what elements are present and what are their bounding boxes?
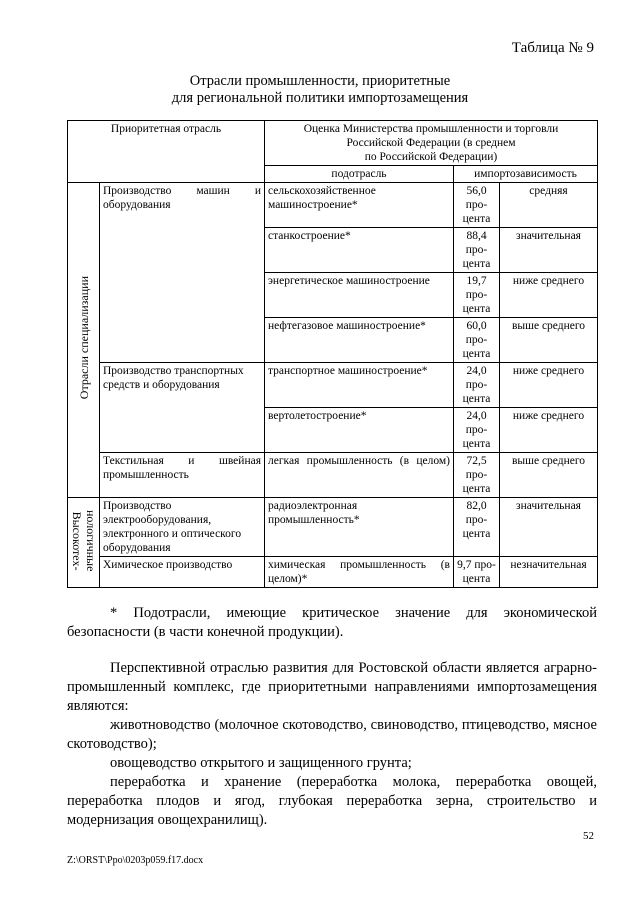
level-cell: ниже среднего xyxy=(500,363,598,408)
group-hightech-line2: нологичные xyxy=(83,509,98,572)
header-ministry-assessment xyxy=(265,121,598,166)
percent-cell: 88,4 про- цента xyxy=(454,228,500,273)
subsector-cell: вертолетостроение* xyxy=(265,408,454,453)
industry-cell: Текстильная и швейная промышленность xyxy=(100,453,265,498)
page-number: 52 xyxy=(583,830,594,842)
footnote: * Подотрасли, имеющие критическое значение для экономической безопасности (в части конечной продукции). xyxy=(67,605,597,640)
subsector-cell: химическая промышленность (в целом)* xyxy=(265,557,454,588)
percent-cell: 56,0 про- цента xyxy=(454,183,500,228)
percent-cell: 19,7 про- цента xyxy=(454,273,500,318)
percent-cell: 24,0 про- цента xyxy=(454,408,500,453)
table-row xyxy=(68,498,598,557)
table-title-line2: для региональной политики импортозамещения xyxy=(171,90,469,106)
body-paragraph: переработка и хранение (переработка молока, переработка овощей, переработка плодов и ягод, глубокая переработка зерна, строительство и модернизация овощехранилищ). xyxy=(67,774,597,828)
priority-industries-table xyxy=(67,120,598,588)
level-cell: значительная xyxy=(500,228,598,273)
percent-cell: 72,5 про- цента xyxy=(454,453,500,498)
subsector-cell: нефтегазовое машиностроение* xyxy=(265,318,454,363)
level-cell: средняя xyxy=(500,183,598,228)
table-number: Таблица № 9 xyxy=(511,40,594,56)
table-row xyxy=(68,453,598,498)
header-assessment-line3: по Российской Федерации) xyxy=(364,151,498,163)
header-subsector: подотрасль xyxy=(265,166,454,183)
percent-cell: 60,0 про- цента xyxy=(454,318,500,363)
subsector-cell: транспортное машиностроение* xyxy=(265,363,454,408)
subsector-cell: радиоэлектронная промышленность* xyxy=(265,498,454,557)
subsector-cell: сельскохозяйственное машиностроение* xyxy=(265,183,454,228)
header-assessment-line1: Оценка Министерства промышленности и торговли xyxy=(303,123,559,135)
group-hightech-label xyxy=(68,498,100,588)
level-cell: ниже среднего xyxy=(500,273,598,318)
group-hightech-line1: Высокотех- xyxy=(69,511,84,570)
level-cell: ниже среднего xyxy=(500,408,598,453)
subsector-cell: легкая промышленность (в целом) xyxy=(265,453,454,498)
percent-cell: 82,0 про- цента xyxy=(454,498,500,557)
body-paragraph: овощеводство открытого и защищенного грунта; xyxy=(110,755,412,771)
table-title xyxy=(0,73,640,107)
industry-cell: Производство машин и оборудования xyxy=(100,183,265,363)
table-title-line1: Отрасли промышленности, приоритетные xyxy=(189,73,451,89)
group-specialization-label: Отрасли специализации xyxy=(68,183,100,498)
industry-cell: Химическое производство xyxy=(100,557,265,588)
subsector-cell: станкостроение* xyxy=(265,228,454,273)
level-cell: значительная xyxy=(500,498,598,557)
subsector-cell: энергетическое машиностроение xyxy=(265,273,454,318)
table-header-row xyxy=(68,121,598,166)
industry-cell: Производство транспортных средств и оборудования xyxy=(100,363,265,453)
level-cell: выше среднего xyxy=(500,453,598,498)
level-cell: выше среднего xyxy=(500,318,598,363)
body-paragraph: Перспективной отраслью развития для Ростовской области является аграрно-промышленный комплекс, где приоритетными направлениями импортозамещения являются: xyxy=(67,660,597,714)
level-cell: незначительная xyxy=(500,557,598,588)
percent-cell: 9,7 про- цента xyxy=(454,557,500,588)
header-priority-industry: Приоритетная отрасль xyxy=(68,121,265,183)
table-row xyxy=(68,557,598,588)
file-path: Z:\ORST\Ppo\0203p059.f17.docx xyxy=(67,855,204,866)
percent-cell: 24,0 про- цента xyxy=(454,363,500,408)
industry-cell: Производство электрооборудования, электронного и оптического оборудования xyxy=(100,498,265,557)
table-row xyxy=(68,363,598,408)
header-assessment-line2: Российской Федерации (в среднем xyxy=(346,137,516,149)
body-paragraph: животноводство (молочное скотоводство, свиноводство, птицеводство, мясное скотоводство); xyxy=(67,717,597,752)
header-import-dependence: импортозависимость xyxy=(454,166,598,183)
table-row xyxy=(68,183,598,228)
